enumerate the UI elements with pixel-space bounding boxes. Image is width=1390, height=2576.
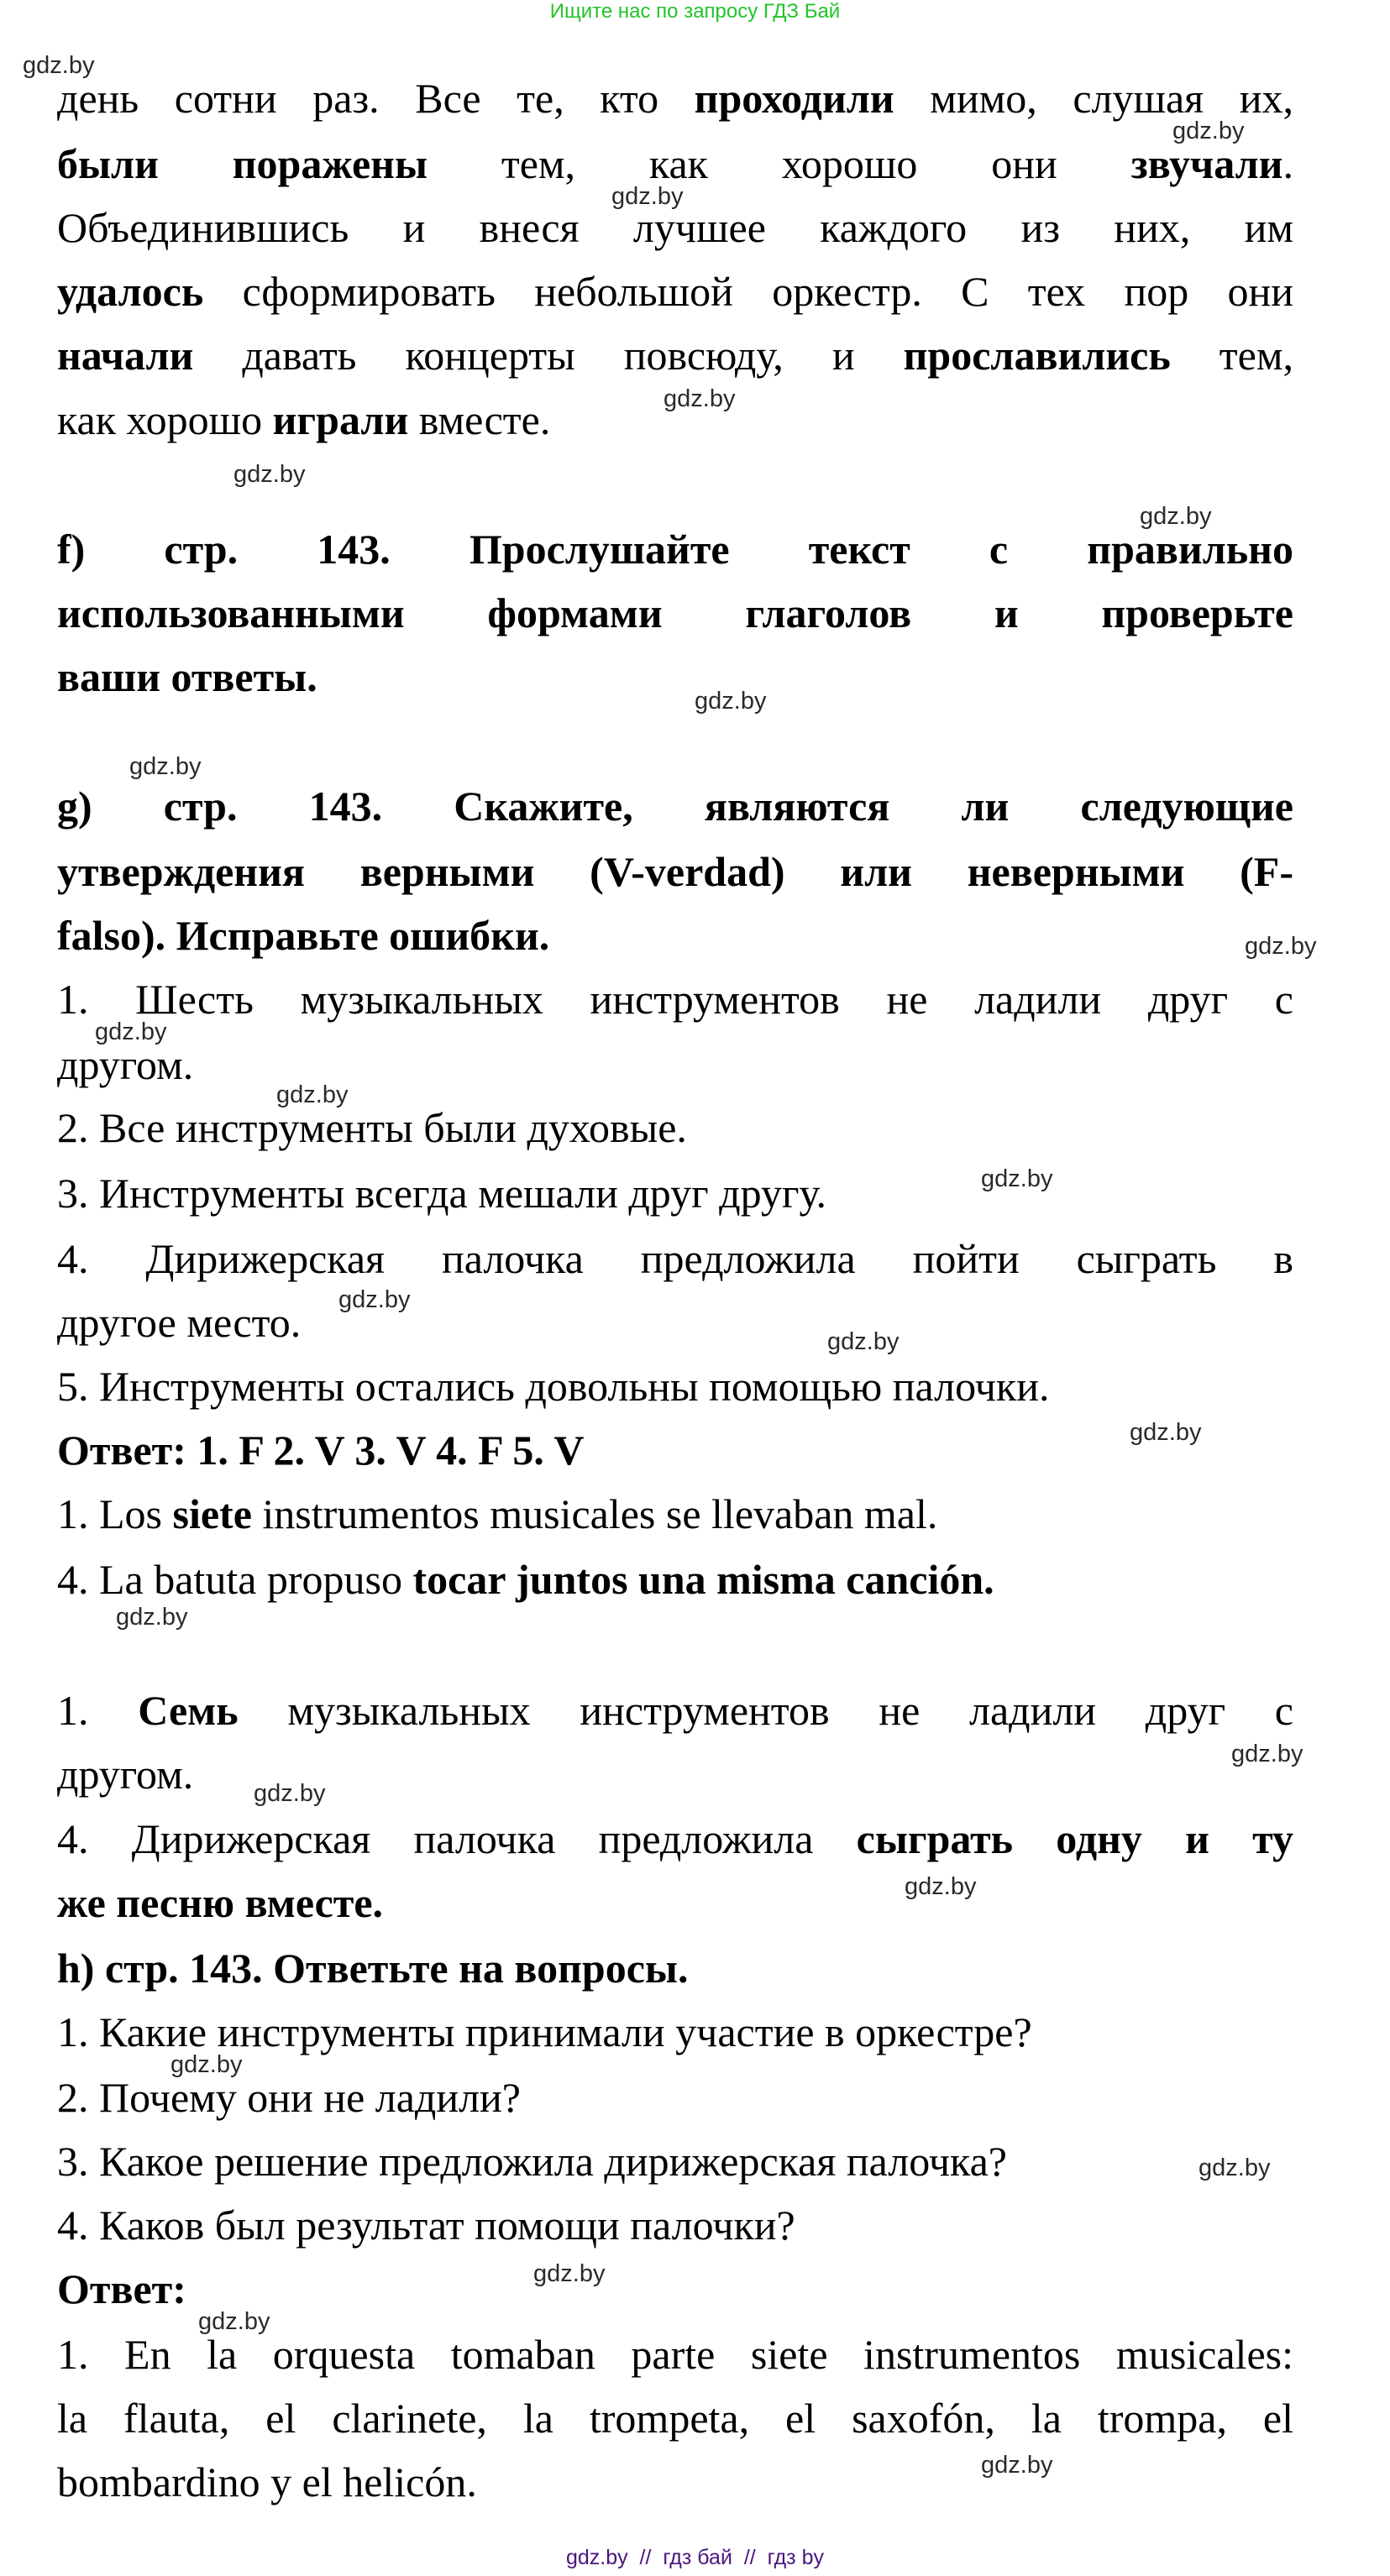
text-segment: la flauta, el clarinete, la trompeta, el saxofón, la trompa, el	[57, 2395, 1293, 2442]
exercise-heading-f	[57, 517, 1293, 581]
watermark: gdz.by	[254, 1780, 326, 1807]
text-segment: давать концерты повсюду, и	[193, 332, 904, 379]
correction-ru	[57, 1742, 1293, 1806]
text-line	[57, 323, 1293, 387]
text-segment: 1. En la orquesta tomaban parte siete instrumentos musicales:	[57, 2331, 1293, 2378]
bold-text: сыграть одну и ту	[856, 1815, 1293, 1862]
watermark: gdz.by	[338, 1286, 411, 1313]
bold-text: использованными формами глаголов и проверьте	[57, 589, 1293, 636]
bottom-site-links: gdz.by // гдз бай // гдз by	[565, 2546, 824, 2569]
question-item	[57, 2193, 1293, 2257]
watermark: gdz.by	[1245, 933, 1317, 960]
question-item	[57, 2066, 1293, 2129]
watermark: gdz.by	[611, 183, 684, 210]
statement-item	[57, 1354, 1293, 1418]
watermark: gdz.by	[1199, 2155, 1271, 2181]
text-segment: сформировать небольшой оркестр. С тех пор они	[203, 268, 1293, 315]
bold-text: Ответ:	[57, 2265, 186, 2312]
watermark: gdz.by	[95, 1018, 167, 1045]
text-segment: другом.	[57, 1041, 194, 1088]
text-segment: музыкальных инструментов не ладили друг с	[238, 1687, 1293, 1734]
watermark: gdz.by	[276, 1081, 349, 1108]
bold-text: ваши ответы.	[57, 653, 317, 700]
bold-text: же песню вместе.	[57, 1879, 384, 1926]
watermark: gdz.by	[664, 385, 736, 412]
text-segment: 4. Дирижерская палочка предложила	[57, 1815, 857, 1862]
text-segment: день сотни раз. Все те, кто	[57, 75, 695, 122]
text-segment: мимо, слушая их,	[894, 75, 1293, 122]
answer-text	[57, 2386, 1293, 2450]
bold-text: tocar juntos una misma canción.	[412, 1556, 994, 1603]
watermark: gdz.by	[233, 461, 306, 488]
text-segment: 4. Дирижерская палочка предложила пойти сыграть в	[57, 1235, 1293, 1282]
text-segment: 3. Инструменты всегда мешали друг другу.	[57, 1170, 826, 1217]
statement-item	[57, 1161, 1293, 1225]
bold-text: falso). Исправьте ошибки.	[57, 912, 550, 959]
statement-item	[57, 1227, 1293, 1291]
bold-text: утверждения верными (V-verdad) или неверными (F-	[57, 848, 1293, 895]
exercise-heading-g	[57, 840, 1293, 903]
text-segment: Объединившись и внеся лучшее каждого из них, им	[57, 204, 1293, 251]
text-segment: 3. Какое решение предложила дирижерская палочка?	[57, 2138, 1007, 2185]
text-segment: 4. La batuta propuso	[57, 1556, 413, 1603]
bold-text: siete	[172, 1490, 252, 1537]
watermark: gdz.by	[827, 1328, 900, 1355]
text-segment: другом.	[57, 1751, 194, 1798]
watermark: gdz.by	[1130, 1419, 1202, 1446]
exercise-heading-f	[57, 645, 1293, 709]
text-segment: тем, как хорошо они	[427, 140, 1131, 187]
watermark: gdz.by	[1140, 503, 1212, 530]
watermark: gdz.by	[116, 1604, 188, 1631]
text-segment: 2. Все инструменты были духовые.	[57, 1104, 687, 1151]
statement-item	[57, 1096, 1293, 1160]
bold-text: Ответ: 1. F 2. V 3. V 4. F 5. V	[57, 1427, 585, 1474]
text-segment: 5. Инструменты остались довольны помощью палочки.	[57, 1363, 1050, 1410]
text-segment: вместе.	[408, 396, 551, 443]
correction-ru	[57, 1807, 1293, 1871]
bold-text: прославились	[903, 332, 1171, 379]
bold-text: удалось	[57, 268, 204, 315]
text-segment: как хорошо	[57, 396, 273, 443]
bold-text: начали	[57, 332, 194, 379]
watermark: gdz.by	[533, 2260, 606, 2287]
text-segment: bombardino y el helicón.	[57, 2458, 477, 2505]
text-segment: 4. Каков был результат помощи палочки?	[57, 2202, 795, 2249]
watermark: gdz.by	[695, 688, 767, 715]
bold-text: g) стр. 143. Скажите, являются ли следующие	[57, 783, 1293, 830]
watermark: gdz.by	[981, 2452, 1053, 2479]
watermark: gdz.by	[905, 1873, 977, 1900]
answer-text	[57, 2450, 1293, 2514]
correction-es	[57, 1482, 1293, 1546]
text-segment: 1. Шесть музыкальных инструментов не ладили друг с	[57, 976, 1293, 1023]
text-segment: instrumentos musicales se llevaban mal.	[251, 1490, 938, 1537]
watermark: gdz.by	[170, 2051, 243, 2078]
watermark: gdz.by	[1231, 1741, 1303, 1767]
correction-ru	[57, 1871, 1293, 1935]
watermark: gdz.by	[981, 1165, 1053, 1192]
text-line	[57, 66, 1293, 130]
text-segment: 1.	[57, 1687, 139, 1734]
statement-item	[57, 1291, 1293, 1354]
text-segment: тем,	[1170, 332, 1293, 379]
answer-key	[57, 1418, 1293, 1482]
correction-es	[57, 1547, 1293, 1611]
bold-text: f) стр. 143. Прослушайте текст с правильно	[57, 526, 1293, 573]
watermark: gdz.by	[23, 52, 95, 79]
statement-item	[57, 1033, 1293, 1097]
bold-text: Семь	[138, 1687, 239, 1734]
exercise-heading-f	[57, 581, 1293, 645]
text-segment: 2. Почему они не ладили?	[57, 2074, 522, 2121]
watermark: gdz.by	[129, 753, 202, 780]
correction-ru	[57, 1678, 1293, 1742]
exercise-heading-h	[57, 1936, 1293, 2000]
bold-text: были поражены	[57, 140, 428, 187]
question-item	[57, 2000, 1293, 2064]
question-item	[57, 2129, 1293, 2193]
exercise-heading-g	[57, 903, 1293, 967]
text-segment: другое место.	[57, 1299, 302, 1346]
text-line	[57, 259, 1293, 323]
watermark: gdz.by	[1172, 118, 1245, 144]
text-segment: .	[1282, 140, 1293, 187]
watermark: gdz.by	[198, 2308, 270, 2335]
bold-text: h) стр. 143. Ответьте на вопросы.	[57, 1945, 689, 1992]
text-segment: 1. Какие инструменты принимали участие в оркестре?	[57, 2008, 1032, 2055]
statement-item	[57, 967, 1293, 1031]
text-segment: 1. Los	[57, 1490, 173, 1537]
top-promo-banner: Ищите нас по запросу ГДЗ Бай	[549, 0, 841, 23]
bold-text: играли	[272, 396, 409, 443]
bold-text: проходили	[694, 75, 894, 122]
bold-text: звучали	[1130, 140, 1283, 187]
exercise-heading-g	[57, 774, 1293, 838]
